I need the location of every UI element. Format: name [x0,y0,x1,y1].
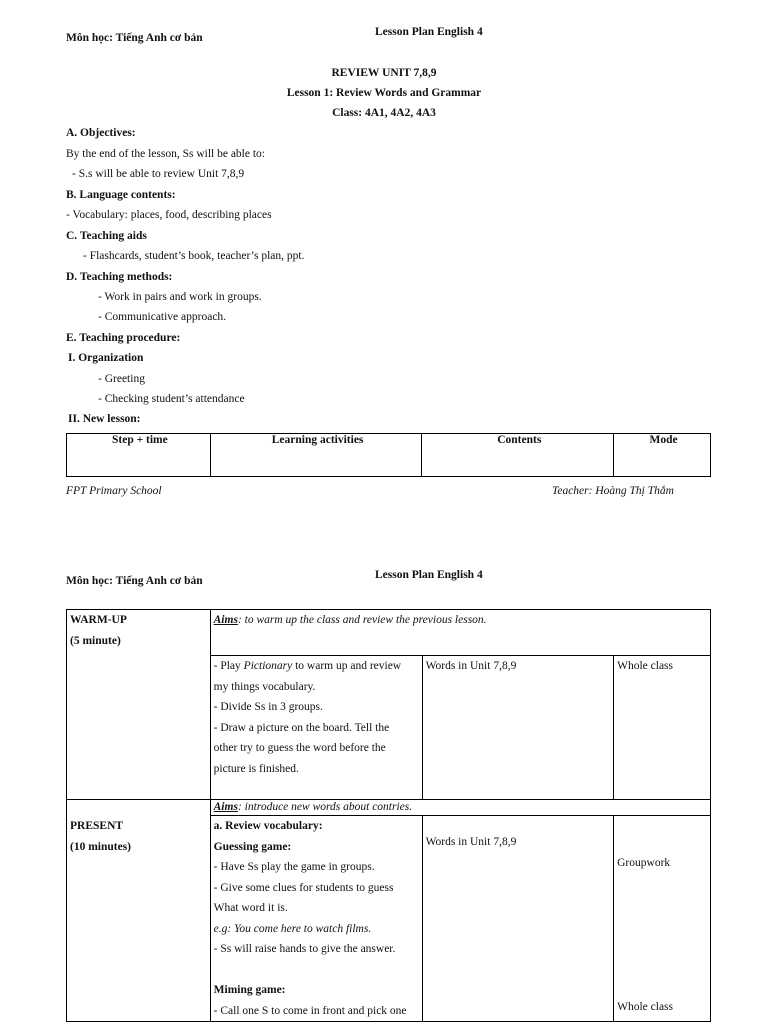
objectives-intro: By the end of the lesson, Ss will be able to: [66,148,265,160]
header-subject: Môn học: Tiếng Anh cơ bản [66,32,203,44]
col-contents: Contents [422,434,614,477]
guessing-item: - Have Ss play the game in groups. [213,861,375,873]
header-subject-p2: Môn học: Tiếng Anh cơ bản [66,575,203,587]
warmup-aims-text: : to warm up the class and review the previous lesson. [237,614,487,626]
title-review-unit: REVIEW UNIT 7,8,9 [331,67,437,79]
present-aims-cell [210,800,710,816]
warmup-contents: Words in Unit 7,8,9 [425,660,517,672]
aids-item: - Flashcards, student’s book, teacher’s plan, ppt. [83,250,305,262]
warmup-aims-cell [210,610,710,656]
lesson-table-body [66,609,711,1022]
present-time: (10 minutes) [70,840,132,853]
guessing-answer: - Ss will raise hands to give the answer. [213,943,396,955]
guessing-game-heading: Guessing game: [213,840,292,853]
col-learning-activities: Learning activities [210,434,422,477]
warmup-activity-line: picture is finished. [213,762,299,775]
present-review-vocab: a. Review vocabulary: [213,820,323,832]
organization-heading: I. Organization [68,352,144,364]
header-lesson-plan: Lesson Plan English 4 [375,26,483,38]
warmup-step: WARM-UP [70,614,127,626]
organization-item-1: - Greeting [98,373,145,385]
warmup-activity-pre: - Play [213,660,244,672]
miming-game-heading: Miming game: [213,984,286,996]
col-mode: Mode [614,434,711,477]
warmup-activity-post: to warm up and review [292,660,402,672]
warmup-contents-cell [422,656,614,800]
warmup-mode: Whole class [617,660,674,672]
guessing-item: - Give some clues for students to guess [213,881,394,894]
title-lesson: Lesson 1: Review Words and Grammar [286,87,482,99]
warmup-activity-line: - Draw a picture on the board. Tell the [213,721,390,734]
miming-item: - Call one S to come in front and pick one [213,1004,407,1017]
warmup-activities-cell [210,656,422,800]
methods-heading: D. Teaching methods: [66,271,173,283]
warmup-activity-line: other try to guess the word before the [213,742,386,754]
language-item: - Vocabulary: places, food, describing places [66,209,272,221]
guessing-example: e.g: You come here to watch films. [213,922,372,935]
warmup-activity-game: Pictionary [243,660,293,672]
title-class: Class: 4A1, 4A2, 4A3 [332,107,436,119]
present-activities-cell [210,816,422,1022]
aids-heading: C. Teaching aids [66,230,147,242]
guessing-item: What word it is. [213,902,288,914]
table-row [67,800,711,816]
header-lesson-plan-p2: Lesson Plan English 4 [375,569,483,581]
warmup-aims-label: Aims [213,614,238,626]
present-mode-groupwork: Groupwork [617,857,671,869]
warmup-mode-cell [614,656,711,800]
present-step: PRESENT [70,820,124,832]
objectives-item: - S.s will be able to review Unit 7,8,9 [72,168,245,180]
present-contents-cell [422,816,614,1022]
lesson-table-header [66,433,711,477]
present-contents: Words in Unit 7,8,9 [425,836,517,848]
present-mode-whole-class: Whole class [617,1000,674,1013]
warmup-time: (5 minute) [70,634,121,647]
organization-item-2: - Checking student’s attendance [98,393,245,405]
col-step-time: Step + time [67,434,211,477]
objectives-heading: A. Objectives: [66,127,136,139]
footer-school: FPT Primary School [66,485,162,497]
warmup-activity-line: - Divide Ss in 3 groups. [213,701,323,713]
present-aims-label: Aims [213,801,238,813]
present-mode-cell [614,816,711,1022]
table-row [67,610,711,656]
procedure-heading: E. Teaching procedure: [66,332,181,344]
methods-item-1: - Work in pairs and work in groups. [98,291,262,303]
warmup-step-cell [67,610,211,800]
present-aims-text: : introduce new words about contries. [237,801,413,813]
footer-teacher: Teacher: Hoàng Thị Thắm [552,485,674,497]
warmup-activity-line: my things vocabulary. [213,680,316,693]
methods-item-2: - Communicative approach. [98,311,227,323]
language-heading: B. Language contents: [66,189,176,201]
new-lesson-heading: II. New lesson: [68,413,141,425]
present-step-cell [67,800,211,1022]
